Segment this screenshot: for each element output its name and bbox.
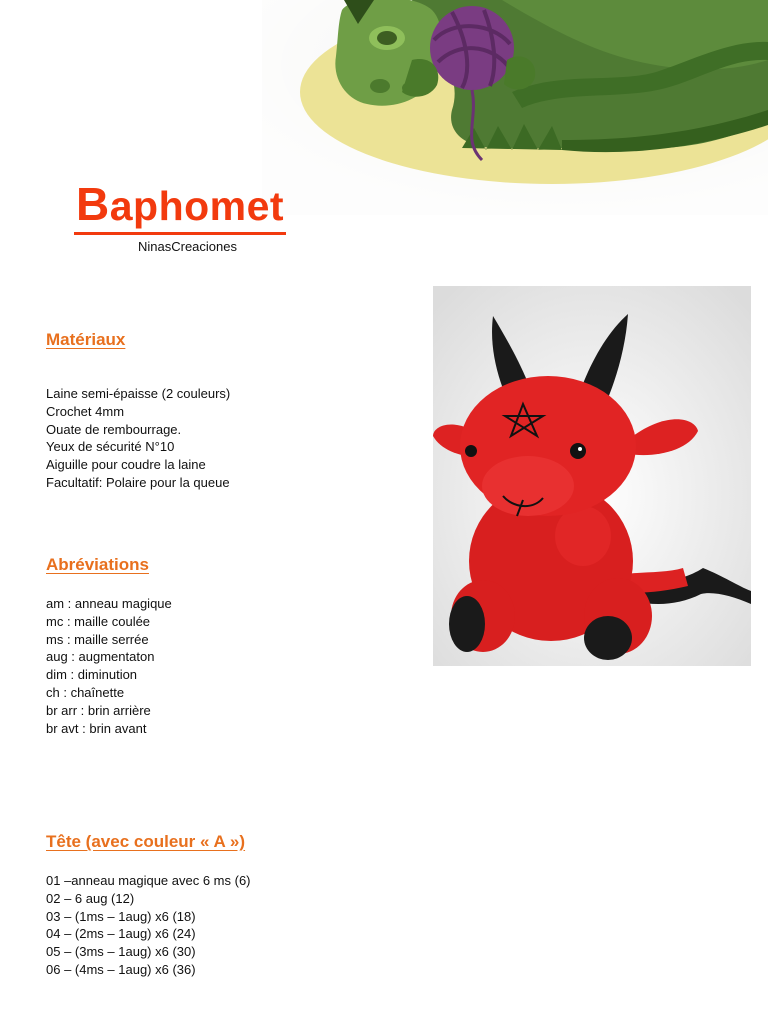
pattern-row: 06 – (4ms – 1aug) x6 (36) (46, 961, 196, 977)
header-dragon-illustration (262, 0, 768, 215)
abbreviation-item: ch : chaînette (46, 684, 125, 700)
abbreviation-item: mc : maille coulée (46, 613, 151, 629)
document-title (74, 178, 286, 235)
title-initial: B (76, 178, 110, 230)
abbreviation-item: ms : maille serrée (46, 631, 149, 647)
pattern-row: 04 – (2ms – 1aug) x6 (24) (46, 926, 196, 942)
abbreviation-item: am : anneau magique (46, 596, 172, 611)
pattern-row: 03 – (1ms – 1aug) x6 (18) (46, 908, 196, 924)
title-rest: aphomet (109, 183, 285, 229)
materials-item: Crochet 4mm (46, 403, 125, 419)
head-pattern-heading: Tête (avec couleur « A ») (46, 832, 246, 851)
pattern-row: 05 – (3ms – 1aug) x6 (30) (46, 944, 196, 960)
materials-item: Yeux de sécurité N°10 (46, 439, 175, 455)
pattern-row: 02 – 6 aug (12) (46, 890, 135, 906)
abbreviation-item: br avt : brin avant (46, 720, 147, 736)
materials-item: Ouate de rembourrage. (46, 421, 182, 437)
head-pattern-rows (46, 872, 251, 979)
materials-item: Aiguille pour coudre la laine (46, 457, 206, 473)
abbreviations-list (46, 595, 172, 737)
author-name: NinasCreaciones (138, 239, 237, 254)
materials-item: Laine semi-épaisse (2 couleurs) (46, 386, 231, 401)
materials-heading: Matériaux (46, 330, 126, 349)
materials-list (46, 385, 230, 492)
abbreviation-item: br arr : brin arrière (46, 702, 151, 718)
materials-item: Facultatif: Polaire pour la queue (46, 474, 230, 490)
abbreviations-heading: Abréviations (46, 555, 149, 574)
abbreviation-item: aug : augmentaton (46, 649, 155, 665)
pattern-row: 01 –anneau magique avec 6 ms (6) (46, 873, 251, 888)
abbreviation-item: dim : diminution (46, 667, 138, 683)
baphomet-amigurumi-photo (433, 286, 751, 666)
